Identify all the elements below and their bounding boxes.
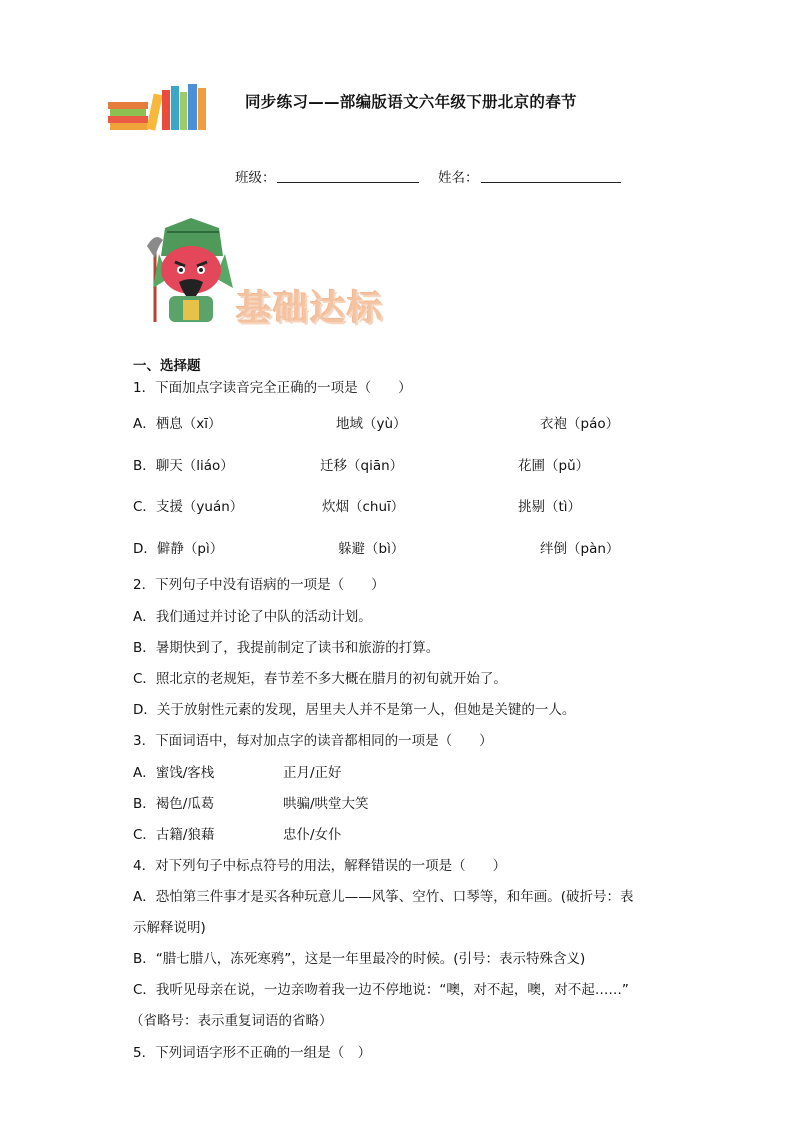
q2-option-a: A．我们通过并讨论了中队的活动计划。 [133,609,372,625]
q4-option-c-line1: C．我听见母亲在说，一边亲吻着我一边不停地说：“噢，对不起，噢，对不起……” [133,982,629,998]
banner-text: 基础达标 [236,289,385,329]
q3-option-c-2: 忠仆/女仆 [283,827,342,843]
q4-option-a-line2: 示解释说明) [133,920,206,936]
q1-option-b-1: B．聊天（liáo） [133,458,234,474]
question-3-stem: 3．下面词语中，每对加点字的读音都相同的一项是（ ） [133,733,493,749]
q4-option-b: B．“腊七腊八，冻死寒鸦”，这是一年里最冷的时候。(引号：表示特殊含义) [133,951,586,967]
class-label: 班级： [235,170,276,186]
q4-option-c-line2: （省略号：表示重复词语的省略） [130,1013,333,1029]
q3-option-a-2: 正月/正好 [283,765,342,781]
q1-option-a-3: 衣袍（páo） [540,416,620,432]
q3-option-a-1: A．蜜饯/客栈 [133,765,215,781]
class-field[interactable] [277,182,419,183]
q1-option-c-1: C．支援（yuán） [133,499,244,515]
q1-option-c-3: 挑剔（tì） [518,499,582,515]
q1-option-d-2: 躲避（bì） [338,541,405,557]
q2-option-c: C．照北京的老规矩，春节差不多大概在腊月的初旬就开始了。 [133,671,507,687]
q1-option-d-1: D．僻静（pì） [133,541,224,557]
q2-option-b: B．暑期快到了，我提前制定了读书和旅游的打算。 [133,640,440,656]
cartoon-general-illustration [143,218,235,326]
question-1-stem: 1．下面加点字读音完全正确的一项是（ ） [133,380,412,396]
question-5-stem: 5．下列词语字形不正确的一组是（ ） [133,1045,372,1061]
name-label: 姓名： [438,170,479,186]
q1-option-a-1: A．栖息（xī） [133,416,222,432]
books-illustration [106,80,210,132]
q3-option-b-1: B．褐色/瓜葛 [133,796,215,812]
q1-option-d-3: 绊倒（pàn） [540,541,620,557]
q1-option-b-3: 花圃（pǔ） [518,458,590,474]
name-field[interactable] [481,182,621,183]
q1-option-a-2: 地域（yù） [336,416,407,432]
q4-option-a-line1: A．恐怕第三件事才是买各种玩意儿——风筝、空竹、口琴等，和年画。(破折号：表 [133,889,634,905]
q3-option-c-1: C．古籍/狼藉 [133,827,215,843]
page-title: 同步练习——部编版语文六年级下册北京的春节 [245,93,577,111]
q1-option-c-2: 炊烟（chuī） [322,499,405,515]
q3-option-b-2: 哄骗/哄堂大笑 [283,796,369,812]
section-title: 一、选择题 [133,358,201,374]
q1-option-b-2: 迁移（qiān） [320,458,404,474]
q2-option-d: D．关于放射性元素的发现，居里夫人并不是第一人，但她是关键的一人。 [133,702,576,718]
question-2-stem: 2．下列句子中没有语病的一项是（ ） [133,577,385,593]
question-4-stem: 4．对下列句子中标点符号的用法，解释错误的一项是（ ） [133,858,507,874]
